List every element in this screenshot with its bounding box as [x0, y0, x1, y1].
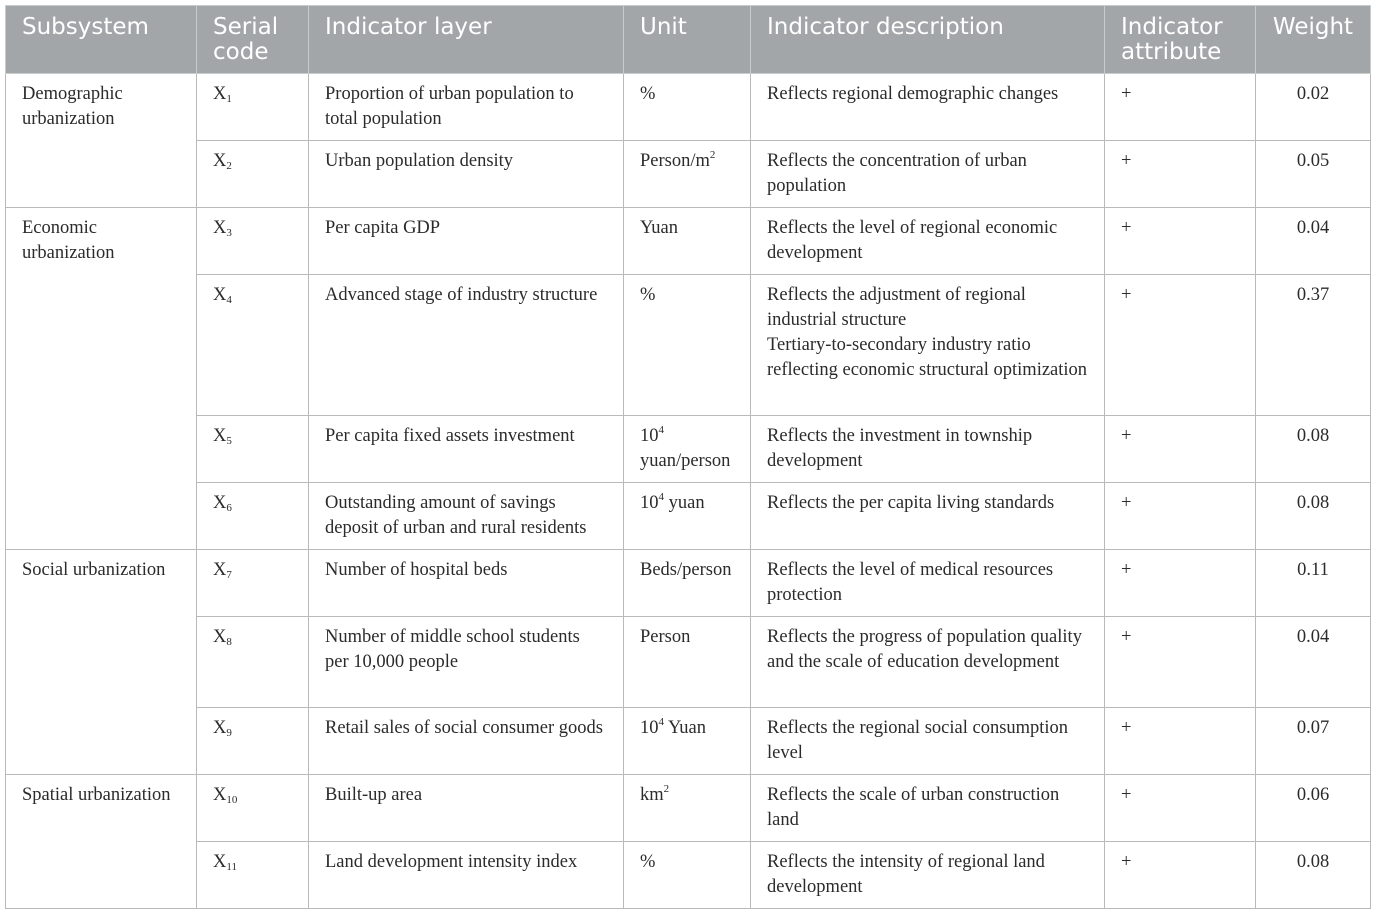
indicator-table — [5, 5, 1371, 909]
serial-code-cell — [197, 550, 309, 617]
indicator-cell: Advanced stage of industry structure — [309, 275, 624, 416]
code-subscript: 9 — [226, 727, 232, 739]
table-row — [6, 141, 1371, 208]
unit-base: 10 — [640, 493, 659, 513]
unit-superscript: 2 — [663, 783, 670, 795]
code-base: X — [213, 627, 227, 647]
unit-superscript: 4 — [658, 491, 664, 503]
header-unit: Unit — [624, 6, 751, 74]
code-subscript: 10 — [226, 794, 238, 806]
header-indicator-layer: Indicator layer — [309, 6, 624, 74]
indicator-cell: Per capita GDP — [309, 208, 624, 275]
table-row — [6, 74, 1371, 141]
weight-cell: 0.07 — [1256, 708, 1371, 775]
weight-cell: 0.04 — [1256, 208, 1371, 275]
description-cell: Reflects the level of medical resources protection — [751, 550, 1105, 617]
header-serial-code: Serial code — [197, 6, 309, 74]
code-base: X — [213, 84, 227, 104]
unit-superscript: 4 — [658, 424, 664, 436]
attribute-cell: + — [1105, 550, 1256, 617]
serial-code-cell — [197, 842, 309, 909]
weight-cell: 0.08 — [1256, 483, 1371, 550]
serial-code-cell — [197, 416, 309, 483]
attribute-cell: + — [1105, 708, 1256, 775]
unit-cell — [624, 617, 751, 708]
subsystem-cell: Economic urbanization — [6, 208, 197, 550]
unit-cell — [624, 483, 751, 550]
serial-code-cell — [197, 74, 309, 141]
header-indicator-attribute: Indicator attribute — [1105, 6, 1256, 74]
indicator-cell: Proportion of urban population to total population — [309, 74, 624, 141]
unit-cell — [624, 708, 751, 775]
weight-cell: 0.04 — [1256, 617, 1371, 708]
serial-code-cell — [197, 483, 309, 550]
attribute-cell: + — [1105, 275, 1256, 416]
attribute-cell: + — [1105, 617, 1256, 708]
weight-cell: 0.05 — [1256, 141, 1371, 208]
weight-cell: 0.08 — [1256, 416, 1371, 483]
unit-base: Person/m — [640, 151, 710, 171]
indicator-cell: Retail sales of social consumer goods — [309, 708, 624, 775]
unit-cell — [624, 74, 751, 141]
table-row — [6, 416, 1371, 483]
unit-superscript: 2 — [709, 149, 716, 161]
code-base: X — [213, 560, 227, 580]
unit-base: 10 — [640, 718, 659, 738]
header-weight: Weight — [1256, 6, 1371, 74]
unit-base: % — [640, 84, 656, 104]
subsystem-cell: Social urbanization — [6, 550, 197, 775]
unit-cell — [624, 141, 751, 208]
indicator-cell: Number of hospital beds — [309, 550, 624, 617]
indicator-cell: Outstanding amount of savings deposit of urban and rural residents — [309, 483, 624, 550]
description-cell: Reflects the scale of urban construction land — [751, 775, 1105, 842]
code-subscript: 1 — [226, 93, 232, 105]
unit-cell — [624, 208, 751, 275]
serial-code-cell — [197, 708, 309, 775]
unit-suffix: yuan — [664, 493, 705, 513]
table-row — [6, 208, 1371, 275]
serial-code-cell — [197, 141, 309, 208]
code-subscript: 3 — [226, 227, 232, 239]
unit-cell — [624, 842, 751, 909]
unit-base: km — [640, 785, 664, 805]
header-row — [6, 6, 1371, 74]
weight-cell: 0.37 — [1256, 275, 1371, 416]
table-row — [6, 275, 1371, 416]
description-line-2: Tertiary-to-secondary industry ratio reflecting economic structural optimization — [767, 335, 1088, 380]
indicator-cell: Built-up area — [309, 775, 624, 842]
indicator-cell: Per capita fixed assets investment — [309, 416, 624, 483]
code-base: X — [213, 285, 227, 305]
unit-base: % — [640, 285, 656, 305]
unit-superscript: 4 — [658, 716, 664, 728]
code-base: X — [213, 493, 227, 513]
code-base: X — [213, 218, 227, 238]
unit-cell — [624, 275, 751, 416]
serial-code-cell — [197, 208, 309, 275]
unit-suffix: Yuan — [664, 718, 706, 738]
code-base: X — [213, 426, 227, 446]
code-subscript: 7 — [226, 569, 232, 581]
subsystem-cell: Demographic urbanization — [6, 74, 197, 208]
table-row — [6, 483, 1371, 550]
unit-suffix: yuan/person — [640, 451, 731, 471]
unit-base: Beds/person — [640, 560, 732, 580]
description-cell: Reflects the concentration of urban population — [751, 141, 1105, 208]
weight-cell: 0.08 — [1256, 842, 1371, 909]
table-row — [6, 842, 1371, 909]
description-cell: Reflects the level of regional economic development — [751, 208, 1105, 275]
description-line-1: Reflects the adjustment of regional industrial structure — [767, 285, 1026, 330]
description-cell: Reflects the investment in township development — [751, 416, 1105, 483]
attribute-cell: + — [1105, 141, 1256, 208]
attribute-cell: + — [1105, 208, 1256, 275]
serial-code-cell — [197, 275, 309, 416]
description-cell: Reflects the per capita living standards — [751, 483, 1105, 550]
code-subscript: 8 — [226, 636, 232, 648]
code-base: X — [213, 151, 227, 171]
header-subsystem: Subsystem — [6, 6, 197, 74]
weight-cell: 0.02 — [1256, 74, 1371, 141]
table-row — [6, 550, 1371, 617]
code-subscript: 5 — [226, 435, 232, 447]
attribute-cell: + — [1105, 775, 1256, 842]
indicator-cell: Urban population density — [309, 141, 624, 208]
code-base: X — [213, 852, 227, 872]
attribute-cell: + — [1105, 74, 1256, 141]
description-cell: Reflects regional demographic changes — [751, 74, 1105, 141]
serial-code-cell — [197, 775, 309, 842]
indicator-cell: Number of middle school students per 10,000 people — [309, 617, 624, 708]
unit-cell — [624, 416, 751, 483]
unit-base: Person — [640, 627, 691, 647]
unit-base: % — [640, 852, 656, 872]
attribute-cell: + — [1105, 416, 1256, 483]
unit-base: Yuan — [640, 218, 679, 238]
serial-code-cell — [197, 617, 309, 708]
code-subscript: 11 — [226, 861, 237, 873]
unit-cell — [624, 775, 751, 842]
code-base: X — [213, 785, 227, 805]
description-cell: Reflects the regional social consumption level — [751, 708, 1105, 775]
table-row — [6, 775, 1371, 842]
attribute-cell: + — [1105, 842, 1256, 909]
description-cell: Reflects the intensity of regional land development — [751, 842, 1105, 909]
weight-cell: 0.11 — [1256, 550, 1371, 617]
weight-cell: 0.06 — [1256, 775, 1371, 842]
indicator-cell: Land development intensity index — [309, 842, 624, 909]
table-row — [6, 708, 1371, 775]
code-subscript: 2 — [226, 160, 232, 172]
code-subscript: 4 — [226, 294, 232, 306]
code-subscript: 6 — [226, 502, 232, 514]
description-cell: Reflects the progress of population quality and the scale of education development — [751, 617, 1105, 708]
attribute-cell: + — [1105, 483, 1256, 550]
description-cell — [751, 275, 1105, 416]
unit-cell — [624, 550, 751, 617]
header-indicator-description: Indicator description — [751, 6, 1105, 74]
subsystem-cell: Spatial urbanization — [6, 775, 197, 909]
code-base: X — [213, 718, 227, 738]
table-row — [6, 617, 1371, 708]
unit-base: 10 — [640, 426, 659, 446]
